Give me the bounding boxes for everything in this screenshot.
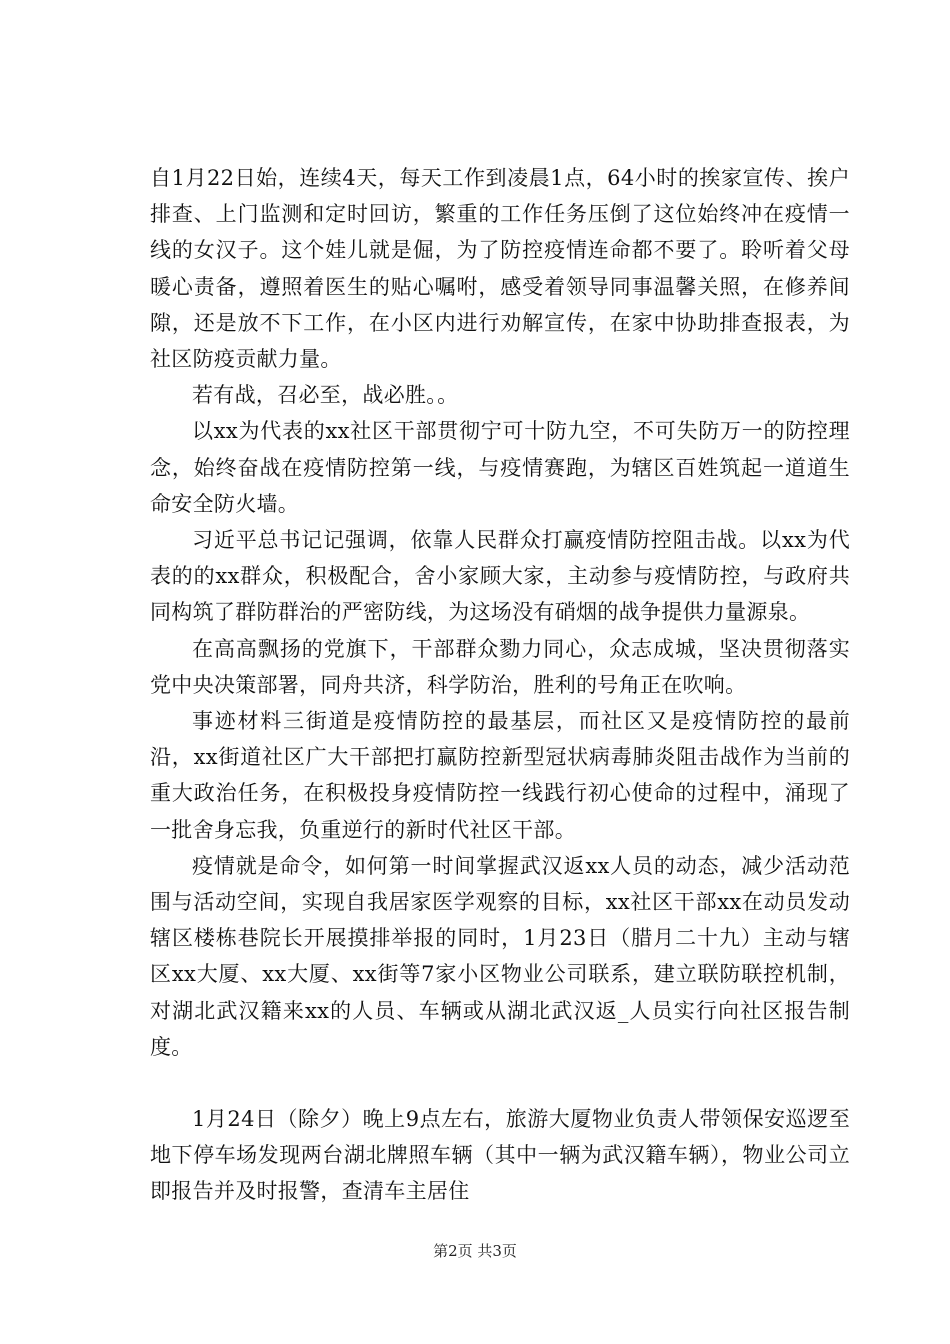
paragraph-gap: [150, 1065, 850, 1101]
paragraph-4: 习近平总书记记强调，依靠人民群众打赢疫情防控阻击战。以xx为代表的的xx群众，积极配合，舍小家顾大家，主动参与疫情防控，与政府共同构筑了群防群治的严密防线，为这场没有硝烟的战争提供力量源泉。: [150, 528, 850, 625]
paragraph-3: 以xx为代表的xx社区干部贯彻宁可十防九空，不可失防万一的防控理念，始终奋战在疫情防控第一线，与疫情赛跑，为辖区百姓筑起一道道生命安全防火墙。: [150, 419, 850, 516]
paragraph-1: 自1月22日始，连续4天，每天工作到凌晨1点，64小时的挨家宣传、挨户排查、上门监测和定时回访，繁重的工作任务压倒了这位始终冲在疫情一线的女汉子。这个娃儿就是倔，为了防控疫情连命都不要了。聆听着父母暖心责备，遵照着医生的贴心嘱咐，感受着领导同事温馨关照，在修养间隙，还是放不下工作，在小区内进行劝解宣传，在家中协助排查报表，为社区防疫贡献力量。: [150, 166, 850, 372]
paragraph-6: 事迹材料三街道是疫情防控的最基层，而社区又是疫情防控的最前沿，xx街道社区广大干部把打赢防控新型冠状病毒肺炎阻击战作为当前的重大政治任务，在积极投身疫情防控一线践行初心使命的过程中，涌现了一批舍身忘我，负重逆行的新时代社区干部。: [150, 709, 850, 842]
page-footer: 第2页 共3页: [433, 1242, 517, 1260]
paragraph-5: 在高高飘扬的党旗下，干部群众勠力同心，众志成城，坚决贯彻落实党中央决策部署，同舟共济，科学防治，胜利的号角正在吹响。: [150, 636, 850, 697]
document-body: [150, 160, 850, 1210]
paragraph-8: 1月24日（除夕）晚上9点左右，旅游大厦物业负责人带领保安巡逻至地下停车场发现两台湖北牌照车辆（其中一辆为武汉籍车辆），物业公司立即报告并及时报警，查清车主居住: [150, 1107, 850, 1204]
paragraph-7: 疫情就是命令，如何第一时间掌握武汉返xx人员的动态，减少活动范围与活动空间，实现自我居家医学观察的目标，xx社区干部xx在动员发动辖区楼栋巷院长开展摸排举报的同时，1月23日（腊月二十九）主动与辖区xx大厦、xx大厦、xx街等7家小区物业公司联系，建立联防联控机制，对湖北武汉籍来xx的人员、车辆或从湖北武汉返_人员实行向社区报告制度。: [150, 853, 850, 1059]
paragraph-2: 若有战，召必至，战必胜。。: [192, 383, 459, 408]
